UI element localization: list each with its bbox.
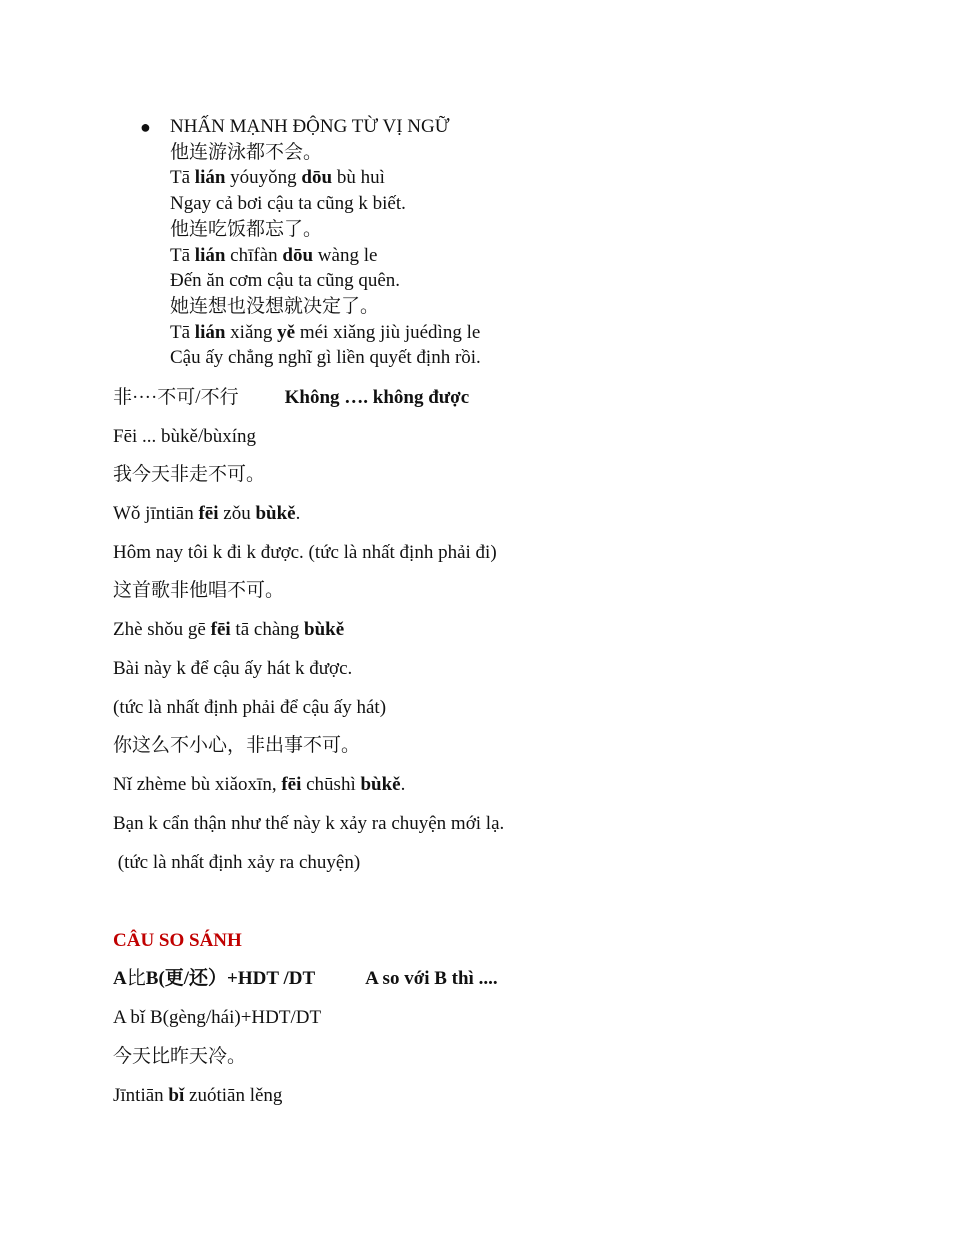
pattern-part: 比 [126,968,146,989]
pinyin-bold: dōu [282,244,314,266]
pattern-pinyin: Fēi ... bùkě/bùxíng [113,426,257,447]
example-pinyin [113,501,300,527]
pinyin-part: Tā [170,244,195,266]
example-translation: Ngay cả bơi cậu ta cũng k biết. [170,193,406,215]
pinyin-part: Zhè shǒu gē [113,619,211,640]
pinyin-part: tā chàng [230,619,304,640]
pattern-meaning: Không …. không được [284,387,470,408]
section-title: CÂU SO SÁNH [113,930,242,951]
pinyin-part: Wǒ jīntiān [113,503,199,524]
pattern-meaning: A so với B thì .... [365,968,498,989]
example-chinese: 这首歌非他唱不可。 [113,580,285,601]
pinyin-part: xiǎng [225,321,278,343]
pinyin-part: méi xiǎng jiù juédìng le [295,321,481,343]
pinyin-bold: dōu [301,167,333,189]
pinyin-part: yóuyǒng [225,167,302,189]
pinyin-part: Nǐ zhème bù xiǎoxīn, [113,774,282,795]
bullet-item [140,114,740,371]
pinyin-bold: lián [194,321,226,343]
pinyin-bold: lián [194,167,226,189]
pinyin-bold: bùkě [255,503,296,524]
example-translation: Hôm nay tôi k đi k được. (tức là nhất định phải đi) [113,542,497,563]
pattern-chinese: 非····不可/不行 [113,387,239,408]
pinyin-part: zuótiān lěng [184,1085,283,1106]
pattern-pinyin: A bǐ B(gèng/hái)+HDT/DT [113,1007,322,1028]
pinyin-bold: bùkě [304,619,345,640]
example-chinese: 今天比昨天冷。 [113,1046,247,1067]
pattern-line [113,966,498,992]
pinyin-part: wàng le [313,244,378,266]
bullet-dot-icon: ● [140,117,151,137]
bullet-content [170,114,481,371]
pinyin-part: . [400,774,406,795]
pattern-part: B [145,968,159,989]
bullet-section [140,114,740,371]
pinyin-part: Tā [170,321,195,343]
example-chinese: 我今天非走不可。 [113,464,266,485]
example-pinyin [113,772,405,798]
pinyin-bold: lián [194,244,226,266]
pattern-part: A [113,968,127,989]
example-translation: Bạn k cẩn thận như thế này k xảy ra chuyện mới lạ. [113,813,505,834]
pattern-part: (更/还）+HDT /DT [158,968,316,989]
pattern-line [113,385,469,411]
pinyin-bold: bùkě [360,774,401,795]
example-pinyin [170,320,481,346]
pinyin-part: chūshì [301,774,361,795]
pinyin-part: zǒu [218,503,256,524]
example-chinese: 他连游泳都不会。 [170,141,323,163]
pinyin-bold: fēi [198,503,219,524]
pinyin-part: Jīntiān [113,1085,169,1106]
example-translation: Đến ăn cơm cậu ta cũng quên. [170,270,401,292]
section-heading: NHẤN MẠNH ĐỘNG TỪ VỊ NGỮ [170,116,450,137]
example-chinese: 他连吃饭都忘了。 [170,218,323,240]
pinyin-bold: fēi [281,774,302,795]
example-note: (tức là nhất định xảy ra chuyện) [113,852,361,873]
example-pinyin [170,165,481,191]
pinyin-part: Tā [170,167,195,189]
example-chinese: 她连想也没想就决定了。 [170,295,380,317]
example-pinyin [170,243,481,269]
pinyin-part: chīfàn [225,244,283,266]
example-note: (tức là nhất định phải để cậu ấy hát) [113,697,387,718]
example-pinyin [113,1083,282,1109]
example-pinyin [113,617,344,643]
pinyin-bold: yě [277,321,296,343]
pinyin-part: bù huì [332,167,385,189]
pinyin-bold: bǐ [168,1085,185,1106]
pinyin-part: . [295,503,301,524]
example-translation: Bài này k để cậu ấy hát k được. [113,658,353,679]
pinyin-bold: fēi [210,619,231,640]
example-translation: Cậu ấy chẳng nghĩ gì liền quyết định rồi. [170,347,481,369]
example-chinese: 你这么不小心，非出事不可。 [113,735,361,756]
